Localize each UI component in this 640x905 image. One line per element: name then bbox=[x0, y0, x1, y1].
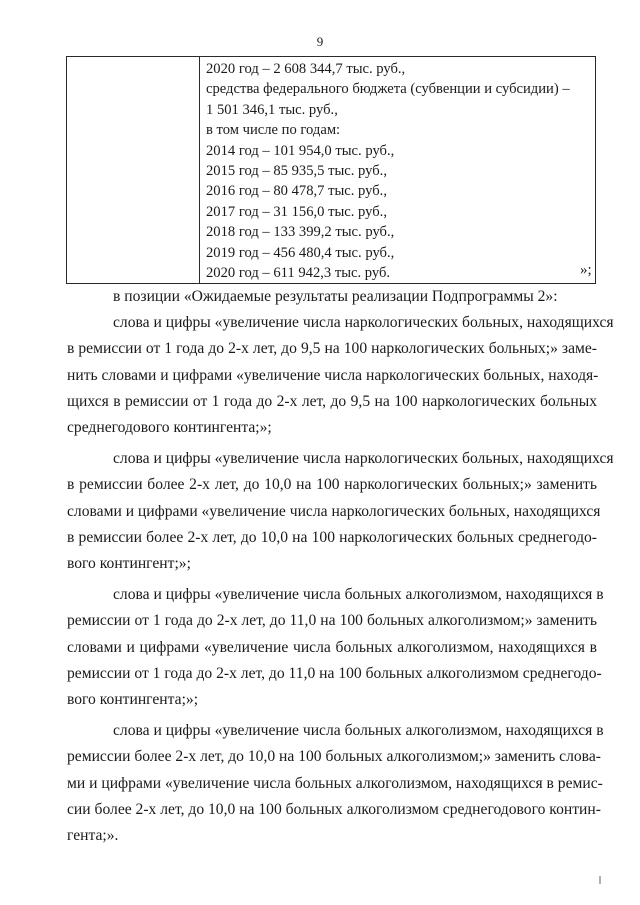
amendment-paragraph-4 bbox=[67, 718, 604, 849]
paragraph-line: в ремиссии более 2-х лет, до 10,0 на 100 наркологических больных;» заменить bbox=[67, 476, 597, 494]
funding-table bbox=[66, 56, 596, 284]
paragraph-line: ми и цифрами «увеличение числа больных алкоголизмом, находящихся в ремис- bbox=[67, 774, 603, 792]
paragraph-line: слова и цифры «увеличение числа наркологических больных, находящихся bbox=[113, 314, 614, 332]
paragraph-line: среднегодового контингента;»; bbox=[67, 419, 272, 437]
funding-line: 2014 год – 101 954,0 тыс. руб., bbox=[206, 142, 395, 159]
funding-line: 2020 год – 2 608 344,7 тыс. руб., bbox=[206, 61, 406, 77]
paragraph-line: в ремиссии от 1 года до 2-х лет, до 9,5 на 100 наркологических больных;» заме- bbox=[67, 340, 597, 358]
funding-line: средства федерального бюджета (субвенции и субсидии) – bbox=[206, 81, 570, 98]
funding-line: 1 501 346,1 тыс. руб., bbox=[206, 101, 338, 118]
scan-speck bbox=[599, 876, 601, 884]
amendment-paragraph-2 bbox=[67, 446, 614, 577]
page-number: 9 bbox=[316, 34, 324, 49]
funding-line: 2016 год – 80 478,7 тыс. руб., bbox=[206, 183, 387, 200]
paragraph-line: ремиссии более 2-х лет, до 10,0 на 100 больных алкоголизмом;» заменить слова- bbox=[67, 748, 601, 766]
paragraph-line: вого контингент;»; bbox=[67, 555, 191, 573]
funding-line: 2018 год – 133 399,2 тыс. руб., bbox=[206, 224, 395, 241]
amendment-paragraph-3 bbox=[67, 582, 604, 713]
paragraph-line: словами и цифрами «увеличение числа больных алкоголизмом, находящихся в bbox=[67, 638, 597, 656]
paragraph-line: слова и цифры «увеличение числа больных алкоголизмом, находящихся в bbox=[113, 586, 604, 604]
funding-line: 2019 год – 456 480,4 тыс. руб., bbox=[206, 244, 395, 261]
funding-table-row bbox=[67, 57, 596, 284]
funding-table-left-cell bbox=[67, 57, 200, 284]
funding-line: 2017 год – 31 156,0 тыс. руб., bbox=[206, 203, 387, 220]
paragraph-line: щихся в ремиссии от 1 года до 2-х лет, до 9,5 на 100 наркологических больных bbox=[67, 392, 597, 410]
paragraph-line: сии более 2-х лет, до 10,0 на 100 больных алкоголизмом среднегодового контин- bbox=[67, 800, 601, 818]
funding-table-right-cell bbox=[200, 57, 596, 284]
paragraph-line: в ремиссии более 2-х лет, до 10,0 на 100 наркологических больных среднегодо- bbox=[67, 528, 597, 546]
paragraph-line: нить словами и цифрами «увеличение числа наркологических больных, находя- bbox=[67, 366, 599, 384]
funding-line: 2015 год – 85 935,5 тыс. руб., bbox=[206, 163, 387, 180]
intro-line: в позиции «Ожидаемые результаты реализации Подпрограммы 2»: bbox=[113, 288, 558, 305]
paragraph-line: слова и цифры «увеличение числа наркологических больных, находящихся bbox=[113, 450, 614, 468]
amendment-paragraph-1 bbox=[67, 310, 614, 441]
paragraph-line: словами и цифрами «увеличение числа наркологических больных, находящихся bbox=[67, 502, 601, 520]
paragraph-line: гента;». bbox=[67, 827, 119, 845]
paragraph-line: ремиссии от 1 года до 2-х лет, до 11,0 на 100 больных алкоголизмом;» заменить bbox=[67, 612, 597, 630]
funding-line: в том числе по годам: bbox=[206, 122, 341, 139]
paragraph-line: вого контингента;»; bbox=[67, 691, 199, 709]
amendment-text bbox=[67, 284, 614, 849]
paragraph-line: ремиссии от 1 года до 2-х лет, до 11,0 на 100 больных алкоголизмом среднегодо- bbox=[67, 664, 602, 682]
funding-line: 2020 год – 611 942,3 тыс. руб. bbox=[206, 265, 391, 282]
closing-quote: »; bbox=[580, 262, 592, 278]
paragraph-line: слова и цифры «увеличение числа больных алкоголизмом, находящихся в bbox=[113, 722, 604, 740]
